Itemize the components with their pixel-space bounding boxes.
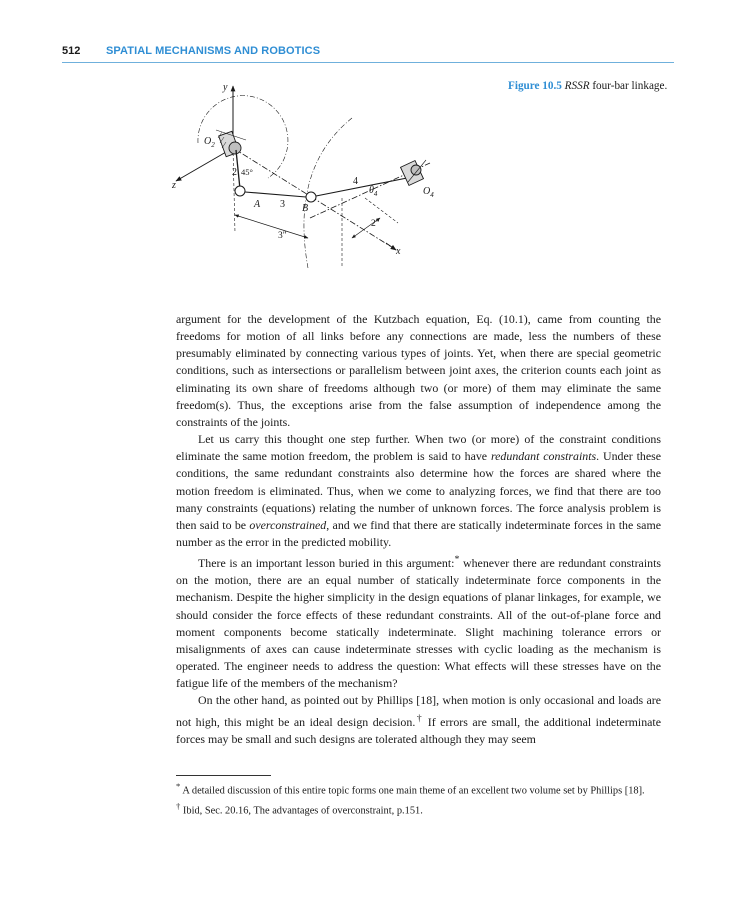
- figure-caption-label: Figure 10.5: [508, 80, 562, 92]
- paragraph-1-text: argument for the development of the Kutzbach equation, Eq. (10.1), came from counting the freedoms for motion of all links before any connections are made, less the numbers of these presumably eliminated by connecting various types of joints. Yet, when there are special geometric conditions, such as intersections or parallelism between joint axes, the criterion counts each joint as eliminating its own share of freedoms although two (or more) of them may eliminate the same freedom(s). Thus, the exceptions arise from the false assumption of independence among the constraints of the joints.: [176, 312, 661, 429]
- joint-b-label: B: [302, 203, 309, 214]
- paragraph: [176, 551, 661, 692]
- o2-label: $O_2$: [204, 136, 215, 149]
- paragraph-4-text-a: On the other hand, as pointed out by Phillips [18], when motion is only occasional and loads are not high, this might be an ideal design decision.: [176, 693, 661, 729]
- footnote-marker-dagger: †: [415, 712, 424, 724]
- figure-caption-italic: RSSR: [564, 80, 590, 92]
- figure-caption-text: four-bar linkage.: [589, 80, 668, 92]
- joint-a: [235, 186, 245, 196]
- z-axis-label: z: [172, 180, 176, 191]
- emphasis-overconstrained: overconstrained: [249, 517, 327, 532]
- footnote: [176, 779, 661, 799]
- page-number: 512: [62, 45, 81, 57]
- footnote-2-marker: †: [176, 800, 181, 811]
- footnotes: [176, 779, 661, 818]
- o2-bearing: [216, 130, 246, 157]
- footnote-1-marker: *: [176, 781, 181, 791]
- running-head-title: SPATIAL MECHANISMS AND ROBOTICS: [106, 45, 321, 57]
- link-2-label: 2: [232, 167, 237, 178]
- dimension-3in-label: 3": [278, 231, 287, 241]
- running-header: [62, 44, 674, 63]
- paragraph: [176, 311, 661, 431]
- angle-45-label: 45°: [241, 167, 253, 177]
- figure-10-5-diagram: [160, 78, 450, 278]
- linkage-diagram-svg: [160, 78, 450, 278]
- x-axis-label: x: [396, 246, 401, 257]
- emphasis-redundant-constraints: redundant constraints: [490, 449, 597, 464]
- footnote-2-text: Ibid, Sec. 20.16, The advantages of overconstraint, p.151.: [180, 805, 423, 817]
- footnote-1-text: A detailed discussion of this entire topic forms one main theme of an excellent two volume set by Phillips [18].: [180, 785, 645, 797]
- paragraph-2-text-b: . Under these conditions, the same redundant constraints also determine how the forces are shared where the motion freedom is eliminated. Thus, when we come to analyzing forces, we find that there are too many constraints (equations) relating the number of unknown forces. The force analysis problem is then said to be: [176, 449, 661, 532]
- paragraph-3-text-b: whenever there are redundant constraints on the motion, there are an equal number of statically indeterminate force components in the mechanism. Despite the higher simplicity in the design equations of planar linkages, for example, we should consider the force effects of these redundant constraints. All of the out-of-plane force and moment components become statically indeterminate. Slight machining tolerance errors or misalignments of axes can cause indeterminate stresses with cyclic loading as the mechanism is operated. The engineer needs to address the question: What effects will these stresses have on the fatigue life of the members of the mechanism?: [176, 556, 661, 691]
- x-axis-tip: [386, 243, 396, 250]
- paragraph: [176, 431, 661, 551]
- paragraph-3-text-a: There is an important lesson buried in this argument:: [198, 556, 455, 571]
- figure-caption: [508, 79, 668, 94]
- paragraph: [176, 692, 661, 747]
- link-3-coupler: [245, 192, 306, 197]
- body-text: [176, 311, 661, 748]
- footnote-rule: [176, 775, 271, 776]
- link-4-label: 4: [353, 176, 358, 187]
- paragraph-2-text-c: , and we find that there are statically indeterminate forces in the same number as the error in the predicted mobility.: [176, 517, 661, 550]
- paragraph-2-text-a: Let us carry this thought one step further. When two (or more) of the constraint conditions eliminate the same motion freedom, the problem is said to have: [176, 432, 661, 464]
- paragraph-4-text-b: If errors are small, the additional indeterminate forces may be small and such designs are tolerated although they may seem: [176, 714, 662, 746]
- footnote-marker-star: *: [454, 554, 460, 566]
- theta-4-label: $\theta_4$: [369, 185, 378, 198]
- joint-a-label: A: [254, 199, 261, 210]
- footnote: [176, 799, 661, 819]
- o4-label: $O_4$: [423, 186, 434, 199]
- dimension-2in-label: 2": [371, 219, 380, 229]
- link-3-label: 3: [280, 199, 285, 210]
- dimension-helper: [365, 198, 398, 223]
- o4-bearing: [401, 160, 426, 185]
- crank-rotation-arc: [198, 96, 288, 178]
- dimension-3in-line: [235, 215, 308, 238]
- y-axis-label: y: [223, 82, 228, 93]
- joint-b: [306, 192, 316, 202]
